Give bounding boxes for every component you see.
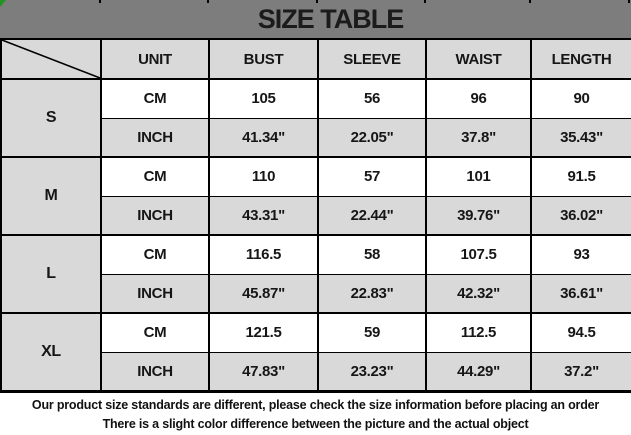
footer-line-2: There is a slight color difference between the picture and the actual object (102, 417, 529, 431)
table-row (1, 313, 631, 352)
page-title: SIZE TABLE (257, 3, 404, 34)
size-label-m: M (1, 157, 101, 235)
value-cell: 94.5 (531, 313, 631, 352)
diagonal-line (2, 40, 100, 78)
value-cell: 59 (318, 313, 426, 352)
table-row (1, 79, 631, 118)
value-cell: 105 (209, 79, 318, 118)
unit-cell: CM (101, 313, 209, 352)
value-cell: 41.34" (209, 118, 318, 157)
column-tick (207, 0, 209, 3)
size-label-xl: XL (1, 313, 101, 391)
footer-note (0, 393, 631, 435)
size-label-l: L (1, 235, 101, 313)
value-cell: 96 (426, 79, 531, 118)
value-cell: 90 (531, 79, 631, 118)
unit-cell: INCH (101, 352, 209, 391)
column-tick (424, 0, 426, 3)
value-cell: 101 (426, 157, 531, 196)
header-row (1, 39, 631, 79)
corner-marker-triangle-icon (0, 0, 6, 7)
value-cell: 36.61" (531, 274, 631, 313)
size-table (0, 38, 631, 393)
value-cell: 43.31" (209, 196, 318, 235)
value-cell: 93 (531, 235, 631, 274)
value-cell: 42.32" (426, 274, 531, 313)
table-row (1, 157, 631, 196)
column-tick (316, 0, 318, 3)
column-tick (99, 0, 101, 3)
size-label-s: S (1, 79, 101, 157)
value-cell: 44.29" (426, 352, 531, 391)
value-cell: 37.2" (531, 352, 631, 391)
column-tick (628, 0, 630, 3)
footer-line-1: Our product size standards are different, please check the size information before placing an order (31, 398, 600, 412)
value-cell: 22.05" (318, 118, 426, 157)
column-header-sleeve: SLEEVE (318, 39, 426, 79)
value-cell: 112.5 (426, 313, 531, 352)
unit-cell: CM (101, 79, 209, 118)
unit-cell: CM (101, 157, 209, 196)
column-tick (529, 0, 531, 3)
value-cell: 35.43" (531, 118, 631, 157)
value-cell: 91.5 (531, 157, 631, 196)
table-row (1, 235, 631, 274)
column-header-bust: BUST (209, 39, 318, 79)
column-header-unit: UNIT (101, 39, 209, 79)
value-cell: 110 (209, 157, 318, 196)
value-cell: 116.5 (209, 235, 318, 274)
value-cell: 121.5 (209, 313, 318, 352)
value-cell: 23.23" (318, 352, 426, 391)
value-cell: 37.8" (426, 118, 531, 157)
unit-cell: INCH (101, 118, 209, 157)
column-header-waist: WAIST (426, 39, 531, 79)
value-cell: 22.83" (318, 274, 426, 313)
title-band (0, 0, 631, 38)
corner-cell (1, 39, 101, 79)
value-cell: 39.76" (426, 196, 531, 235)
value-cell: 36.02" (531, 196, 631, 235)
value-cell: 57 (318, 157, 426, 196)
value-cell: 56 (318, 79, 426, 118)
value-cell: 47.83" (209, 352, 318, 391)
unit-cell: INCH (101, 274, 209, 313)
unit-cell: INCH (101, 196, 209, 235)
value-cell: 45.87" (209, 274, 318, 313)
value-cell: 107.5 (426, 235, 531, 274)
value-cell: 22.44" (318, 196, 426, 235)
column-header-length: LENGTH (531, 39, 631, 79)
unit-cell: CM (101, 235, 209, 274)
value-cell: 58 (318, 235, 426, 274)
